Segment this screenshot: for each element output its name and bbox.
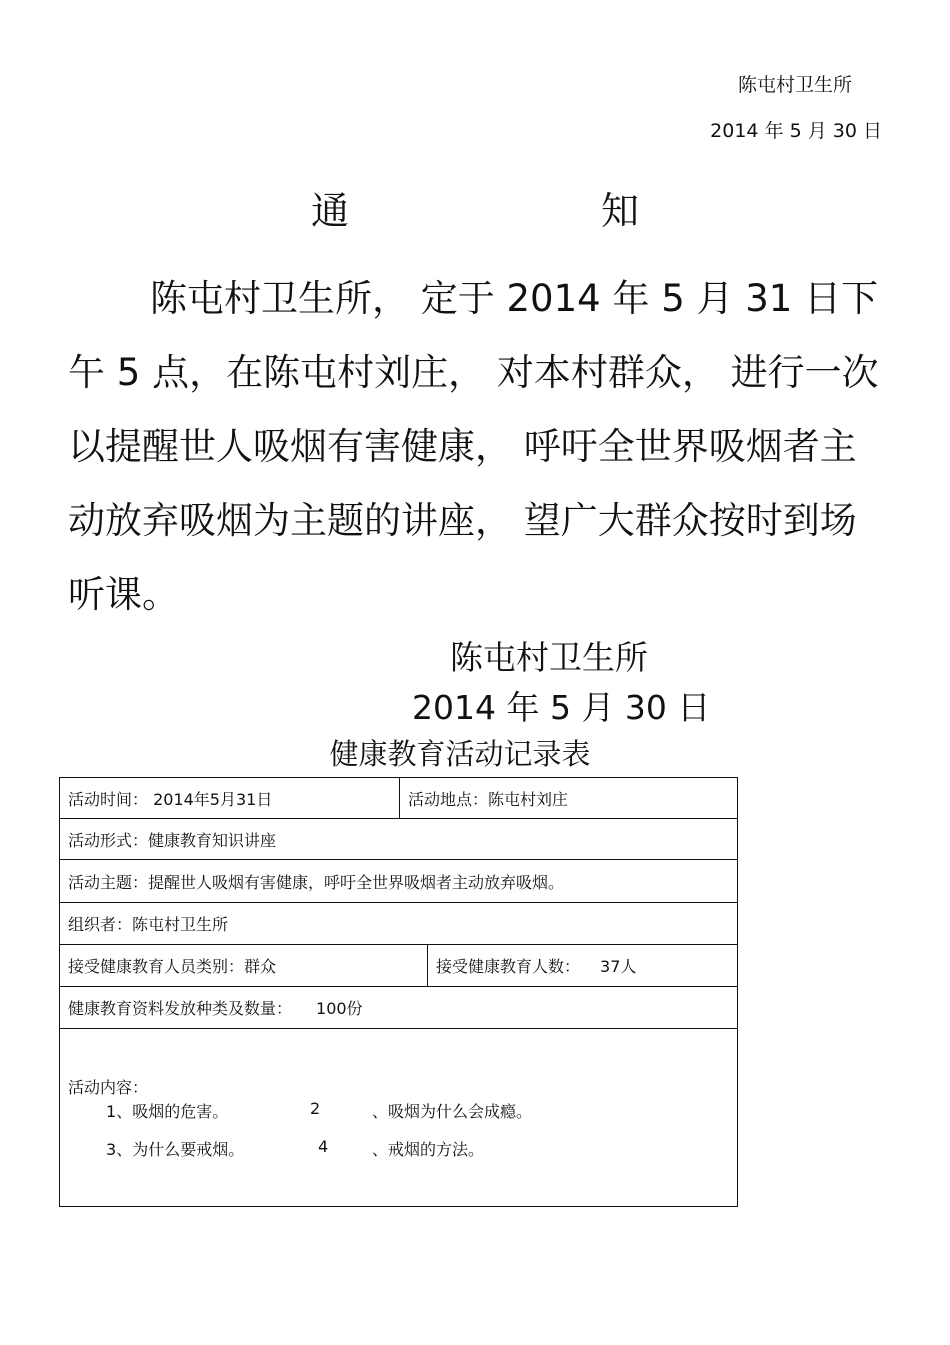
audience-count-cell (427, 945, 738, 986)
table-row (60, 860, 737, 903)
activity-content-label: 活动内容： (68, 1078, 149, 1097)
record-table-title: 健康教育活动记录表 (329, 737, 591, 771)
table-row (60, 987, 737, 1029)
audience-count-value: 37人 (600, 957, 637, 976)
list-item-number: 4 (318, 1137, 329, 1156)
list-item-number: 2 (310, 1099, 321, 1118)
materials-value: 100份 (316, 999, 363, 1018)
activity-place: 活动地点：陈屯村刘庄 (399, 778, 738, 818)
table-row (60, 903, 737, 945)
header-date: 2014 年 5 月 30 日 (710, 120, 882, 142)
activity-time: 活动时间： 2014年5月31日 (68, 789, 273, 809)
materials-cell (60, 987, 737, 1028)
table-row (60, 778, 737, 819)
activity-organizer: 组织者：陈屯村卫生所 (68, 915, 229, 934)
materials-label: 健康教育资料发放种类及数量： (68, 999, 293, 1018)
notice-title: 通 知 (310, 189, 760, 233)
record-table (59, 777, 738, 1207)
activity-form: 活动形式：健康教育知识讲座 (68, 830, 277, 850)
header-organization: 陈屯村卫生所 (737, 74, 852, 96)
audience-count-label: 接受健康教育人数： (436, 957, 581, 976)
list-item: 1、吸烟的危害。 (106, 1102, 229, 1121)
list-item: 、戒烟的方法。 (372, 1140, 485, 1159)
signature-date: 2014 年 5 月 30 日 (412, 688, 711, 727)
activity-content (60, 1029, 737, 1207)
list-item: 3、为什么要戒烟。 (106, 1140, 245, 1159)
notice-body: 陈屯村卫生所， 定于 2014 年 5 月 31 日下午 5 点，在陈屯村刘庄， 对本村群众， 进行一次以提醒世人吸烟有害健康， 呼吁全世界吸烟者主动放弃吸烟为主题的讲座， 望广大群众按时到场听课。 (68, 277, 879, 616)
signature-organization: 陈屯村卫生所 (450, 638, 648, 677)
list-item: 、吸烟为什么会成瘾。 (372, 1102, 533, 1121)
table-row (60, 945, 737, 987)
audience-type: 接受健康教育人员类别：群众 (68, 957, 277, 976)
activity-theme: 活动主题：提醒世人吸烟有害健康，呼吁全世界吸烟者主动放弃吸烟。 (68, 872, 565, 892)
table-row (60, 819, 737, 860)
